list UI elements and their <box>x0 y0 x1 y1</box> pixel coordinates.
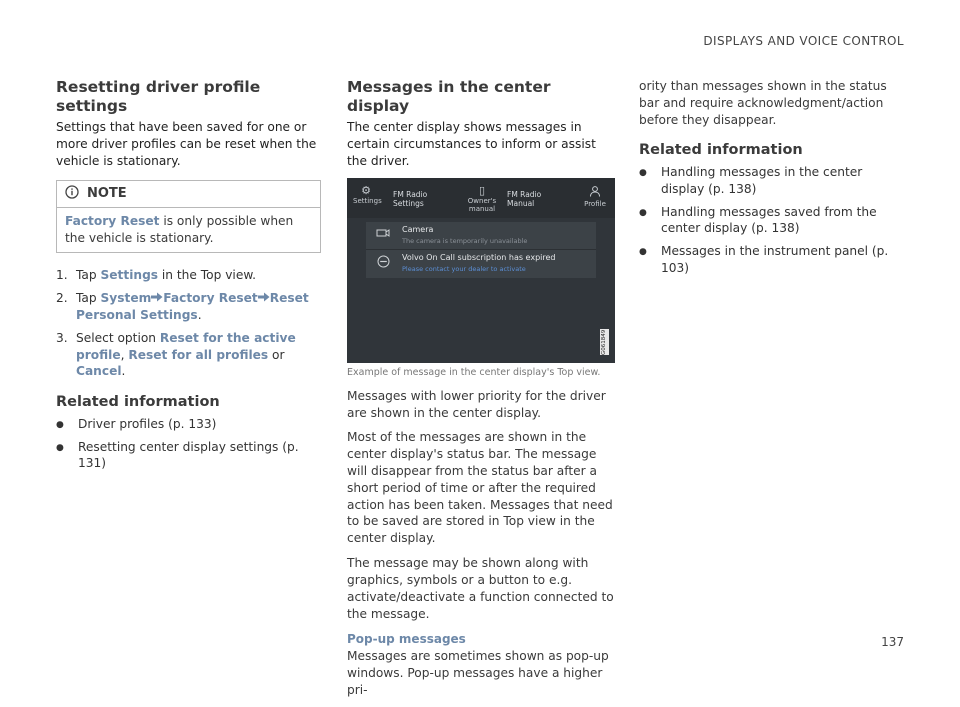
section-title-messages: Messages in the center display <box>347 78 551 115</box>
page-header: DISPLAYS AND VOICE CONTROL <box>703 34 904 48</box>
continuation-paragraph: ority than messages shown in the status bar and require acknowledgment/action before they disappear. <box>639 79 887 127</box>
messages-p4: Messages are sometimes shown as pop-up windows. Pop-up messages have a higher pri- <box>347 649 609 698</box>
arrow-right-icon <box>258 291 270 305</box>
cancel-option: Cancel <box>76 364 122 379</box>
figure-caption: Example of message in the center display's Top view. <box>347 366 601 378</box>
related-item: ● Driver profiles (p. 133) <box>56 416 217 431</box>
related-item: ● Resetting center display settings (p. 131) <box>56 439 299 471</box>
system-link: System <box>100 291 152 306</box>
book-icon: ▯ <box>478 183 486 197</box>
info-icon <box>65 185 79 203</box>
related-item: ● Messages in the instrument panel (p. 103) <box>639 244 889 276</box>
note-box <box>56 180 321 254</box>
bullet-icon: ● <box>56 442 64 453</box>
bullet-icon: ● <box>639 167 647 178</box>
fm-radio-manual-tile: FM Radio Manual <box>507 189 542 209</box>
top-bar <box>347 178 615 218</box>
column-continuation <box>639 78 909 283</box>
bullet-icon: ● <box>639 207 647 218</box>
arrow-right-icon <box>151 291 163 305</box>
column-messages <box>347 78 615 707</box>
popup-subtitle: Pop-up messages <box>347 632 466 647</box>
bullet-icon: ● <box>56 419 64 430</box>
voc-subscription-message: Volvo On Call subscription has expired Please contact your dealer to activate <box>366 250 596 277</box>
profile-tile: Profile <box>581 185 609 208</box>
related-item: ● Handling messages in the center display (p. 138) <box>639 164 863 196</box>
page-number: 137 <box>881 635 904 649</box>
section-title-reset: Resetting driver profile settings <box>56 78 261 115</box>
reset-active-profile-option: Reset for the active profile <box>76 330 296 362</box>
camera-icon <box>376 227 390 241</box>
fm-radio-settings-tile: FM Radio Settings <box>393 189 428 209</box>
messages-p2: Most of the messages are shown in the center display's status bar. The message will disappear from the status bar after a short period of time or after the required action has been taken. Messages that need to be saved are stored in Top view in the center display. <box>347 430 613 546</box>
step-item: 1. Tap Settings in the Top view. <box>56 268 257 283</box>
related-title: Related information <box>639 142 803 159</box>
related-title: Related information <box>56 394 220 411</box>
related-list <box>639 164 909 277</box>
messages-p1: Messages with lower priority for the driver are shown in the center display. <box>347 388 606 420</box>
person-icon <box>581 185 609 200</box>
messages-lead: The center display shows messages in certain circumstances to inform or assist the driver. <box>347 120 596 168</box>
column-reset-profile <box>56 78 321 478</box>
reset-all-profiles-option: Reset for all profiles <box>128 347 269 362</box>
message-panel <box>366 222 596 278</box>
center-display-screenshot <box>347 178 615 363</box>
step-item: 2. Tap System Factory Reset Reset Personal Settings. <box>56 291 309 322</box>
figure-code: G061849 <box>601 329 607 355</box>
note-body <box>57 208 320 253</box>
reset-steps <box>56 267 321 380</box>
gear-icon: ⚙ <box>361 183 371 197</box>
note-label: NOTE <box>87 186 127 202</box>
messages-p3: The message may be shown along with graphics, symbols or a button to e.g. activate/deactivate a function connected to the message. <box>347 556 614 621</box>
related-item: ● Handling messages saved from the center display (p. 138) <box>639 204 877 236</box>
related-list <box>56 416 321 472</box>
settings-tile: ⚙ Settings <box>353 183 382 205</box>
note-factory-reset: Factory Reset <box>65 213 160 228</box>
camera-message: Camera The camera is temporarily unavailable <box>366 222 596 250</box>
no-entry-icon <box>376 255 390 269</box>
settings-link: Settings <box>100 268 159 283</box>
owners-manual-tile: ▯ Owner's manual <box>467 183 497 213</box>
reset-personal-settings-link: Reset Personal Settings <box>76 291 309 322</box>
note-text: is only possible when the vehicle is stationary. <box>65 213 294 245</box>
reset-lead: Settings that have been saved for one or more driver profiles can be reset when the vehicle is stationary. <box>56 120 317 168</box>
step-item: 3. Select option Reset for the active profile, Reset for all profiles or Cancel. <box>56 330 296 379</box>
note-header <box>57 181 320 208</box>
factory-reset-link: Factory Reset <box>163 291 258 306</box>
bullet-icon: ● <box>639 247 647 258</box>
